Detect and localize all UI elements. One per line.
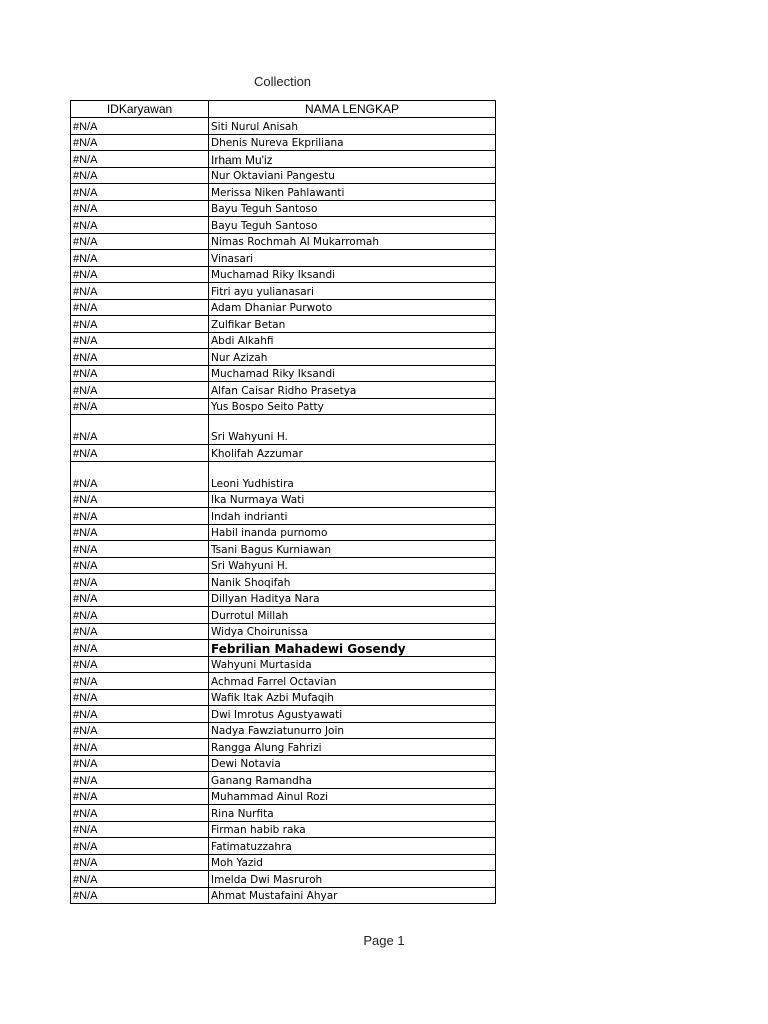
employee-id-cell: #N/A xyxy=(71,689,209,706)
employee-name-cell: Dillyan Haditya Nara xyxy=(209,590,496,607)
employee-name-cell: Dewi Notavia xyxy=(209,755,496,772)
employee-id-cell: #N/A xyxy=(71,871,209,888)
employee-id-cell: #N/A xyxy=(71,541,209,558)
employee-id-cell: #N/A xyxy=(71,445,209,462)
employee-id-cell: #N/A xyxy=(71,332,209,349)
employee-name-cell: Wahyuni Murtasida xyxy=(209,656,496,673)
table-row xyxy=(71,283,496,300)
employee-name-cell: Leoni Yudhistira xyxy=(209,461,496,491)
table-row xyxy=(71,656,496,673)
employee-name-cell: Ika Nurmaya Wati xyxy=(209,491,496,508)
table-row xyxy=(71,134,496,151)
employee-id-cell: #N/A xyxy=(71,200,209,217)
employee-name-cell: Sri Wahyuni H. xyxy=(209,557,496,574)
table-row xyxy=(71,118,496,135)
table-row xyxy=(71,365,496,382)
employee-name-cell: Indah indrianti xyxy=(209,508,496,525)
employee-name-cell: Muhammad Ainul Rozi xyxy=(209,788,496,805)
employee-name-cell: Rina Nurfita xyxy=(209,805,496,822)
employee-id-cell: #N/A xyxy=(71,524,209,541)
employee-id-cell: #N/A xyxy=(71,821,209,838)
table-row xyxy=(71,590,496,607)
employee-id-cell: #N/A xyxy=(71,887,209,904)
table-row xyxy=(71,673,496,690)
employee-name-cell: Nanik Shoqifah xyxy=(209,574,496,591)
employee-id-cell: #N/A xyxy=(71,316,209,333)
employee-name-cell: Vinasari xyxy=(209,250,496,267)
employee-name-cell: Fitri ayu yulianasari xyxy=(209,283,496,300)
employee-id-cell: #N/A xyxy=(71,299,209,316)
table-row xyxy=(71,382,496,399)
table-row xyxy=(71,640,496,657)
employee-name-cell: Nur Oktaviani Pangestu xyxy=(209,167,496,184)
employee-id-cell: #N/A xyxy=(71,266,209,283)
employee-id-cell: #N/A xyxy=(71,250,209,267)
employee-table xyxy=(70,100,496,904)
employee-name-cell: Ahmat Mustafaini Ahyar xyxy=(209,887,496,904)
employee-name-cell: Adam Dhaniar Purwoto xyxy=(209,299,496,316)
employee-name-cell: Dhenis Nureva Ekpriliana xyxy=(209,134,496,151)
table-row xyxy=(71,250,496,267)
table-row xyxy=(71,299,496,316)
employee-name-cell: Yus Bospo Seito Patty xyxy=(209,398,496,415)
employee-id-cell: #N/A xyxy=(71,134,209,151)
employee-name-cell: Alfan Caisar Ridho Prasetya xyxy=(209,382,496,399)
employee-id-cell: #N/A xyxy=(71,590,209,607)
employee-id-cell: #N/A xyxy=(71,491,209,508)
table-row xyxy=(71,217,496,234)
employee-id-cell: #N/A xyxy=(71,167,209,184)
employee-name-cell: Nadya Fawziatunurro Join xyxy=(209,722,496,739)
employee-name-cell: Durrotul Millah xyxy=(209,607,496,624)
employee-id-cell: #N/A xyxy=(71,415,209,445)
employee-name-cell: Merissa Niken Pahlawanti xyxy=(209,184,496,201)
employee-id-cell: #N/A xyxy=(71,508,209,525)
employee-id-cell: #N/A xyxy=(71,607,209,624)
employee-name-cell: Dwi Imrotus Agustyawati xyxy=(209,706,496,723)
employee-id-cell: #N/A xyxy=(71,382,209,399)
employee-id-cell: #N/A xyxy=(71,217,209,234)
table-row xyxy=(71,689,496,706)
employee-id-cell: #N/A xyxy=(71,461,209,491)
document-title: Collection xyxy=(253,74,312,89)
employee-name-cell: Kholifah Azzumar xyxy=(209,445,496,462)
table-row xyxy=(71,184,496,201)
employee-id-cell: #N/A xyxy=(71,118,209,135)
table-row xyxy=(71,524,496,541)
table-row xyxy=(71,607,496,624)
table-row xyxy=(71,755,496,772)
employee-id-cell: #N/A xyxy=(71,623,209,640)
employee-name-cell: Siti Nurul Anisah xyxy=(209,118,496,135)
table-row xyxy=(71,151,496,168)
employee-name-cell: Sri Wahyuni H. xyxy=(209,415,496,445)
table-row xyxy=(71,167,496,184)
table-row xyxy=(71,805,496,822)
table-row xyxy=(71,706,496,723)
employee-name-cell: Imelda Dwi Masruroh xyxy=(209,871,496,888)
table-row xyxy=(71,772,496,789)
employee-name-cell: Bayu Teguh Santoso xyxy=(209,217,496,234)
table-row xyxy=(71,821,496,838)
employee-id-cell: #N/A xyxy=(71,557,209,574)
employee-name-cell: Muchamad Riky Iksandi xyxy=(209,365,496,382)
table-row xyxy=(71,788,496,805)
employee-name-cell: Zulfikar Betan xyxy=(209,316,496,333)
employee-name-cell: Habil inanda purnomo xyxy=(209,524,496,541)
employee-name-cell: Fatimatuzzahra xyxy=(209,838,496,855)
employee-id-cell: #N/A xyxy=(71,233,209,250)
employee-id-cell: #N/A xyxy=(71,739,209,756)
employee-name-cell: Nimas Rochmah Al Mukarromah xyxy=(209,233,496,250)
employee-id-cell: #N/A xyxy=(71,398,209,415)
table-row xyxy=(71,491,496,508)
employee-id-cell: #N/A xyxy=(71,722,209,739)
table-row xyxy=(71,349,496,366)
employee-id-cell: #N/A xyxy=(71,151,209,168)
table-row xyxy=(71,574,496,591)
table-row xyxy=(71,415,496,445)
table-row xyxy=(71,871,496,888)
employee-id-cell: #N/A xyxy=(71,788,209,805)
employee-id-cell: #N/A xyxy=(71,656,209,673)
employee-name-cell: Nur Azizah xyxy=(209,349,496,366)
employee-id-cell: #N/A xyxy=(71,365,209,382)
employee-name-cell: Muchamad Riky Iksandi xyxy=(209,266,496,283)
table-row xyxy=(71,854,496,871)
employee-name-cell: Irham Mu'iz xyxy=(209,151,496,168)
table-row xyxy=(71,266,496,283)
employee-id-cell: #N/A xyxy=(71,574,209,591)
table-body xyxy=(71,118,496,904)
column-header-id: IDKaryawan xyxy=(71,101,209,118)
employee-name-cell: Achmad Farrel Octavian xyxy=(209,673,496,690)
table-row xyxy=(71,508,496,525)
column-header-name: NAMA LENGKAP xyxy=(209,101,496,118)
table-row xyxy=(71,838,496,855)
table-row xyxy=(71,461,496,491)
table-row xyxy=(71,332,496,349)
employee-name-cell: Bayu Teguh Santoso xyxy=(209,200,496,217)
employee-name-cell: Tsani Bagus Kurniawan xyxy=(209,541,496,558)
employee-id-cell: #N/A xyxy=(71,640,209,657)
employee-id-cell: #N/A xyxy=(71,772,209,789)
table-row xyxy=(71,316,496,333)
table-row xyxy=(71,398,496,415)
employee-name-cell: Febrilian Mahadewi Gosendy xyxy=(209,640,496,657)
employee-id-cell: #N/A xyxy=(71,184,209,201)
employee-name-cell: Firman habib raka xyxy=(209,821,496,838)
table-row xyxy=(71,233,496,250)
employee-id-cell: #N/A xyxy=(71,755,209,772)
table-row xyxy=(71,739,496,756)
employee-id-cell: #N/A xyxy=(71,854,209,871)
employee-id-cell: #N/A xyxy=(71,838,209,855)
employee-name-cell: Ganang Ramandha xyxy=(209,772,496,789)
page-number: Page 1 xyxy=(363,933,405,948)
table-row xyxy=(71,887,496,904)
table-row xyxy=(71,623,496,640)
table-row xyxy=(71,200,496,217)
employee-id-cell: #N/A xyxy=(71,349,209,366)
table-row xyxy=(71,445,496,462)
table-row xyxy=(71,541,496,558)
employee-id-cell: #N/A xyxy=(71,673,209,690)
employee-name-cell: Wafik Itak Azbi Mufaqih xyxy=(209,689,496,706)
table-header-row xyxy=(71,101,496,118)
table-row xyxy=(71,557,496,574)
employee-id-cell: #N/A xyxy=(71,805,209,822)
table-row xyxy=(71,722,496,739)
employee-name-cell: Rangga Alung Fahrizi xyxy=(209,739,496,756)
employee-name-cell: Abdi Alkahfi xyxy=(209,332,496,349)
employee-id-cell: #N/A xyxy=(71,283,209,300)
employee-name-cell: Widya Choirunissa xyxy=(209,623,496,640)
employee-id-cell: #N/A xyxy=(71,706,209,723)
employee-name-cell: Moh Yazid xyxy=(209,854,496,871)
